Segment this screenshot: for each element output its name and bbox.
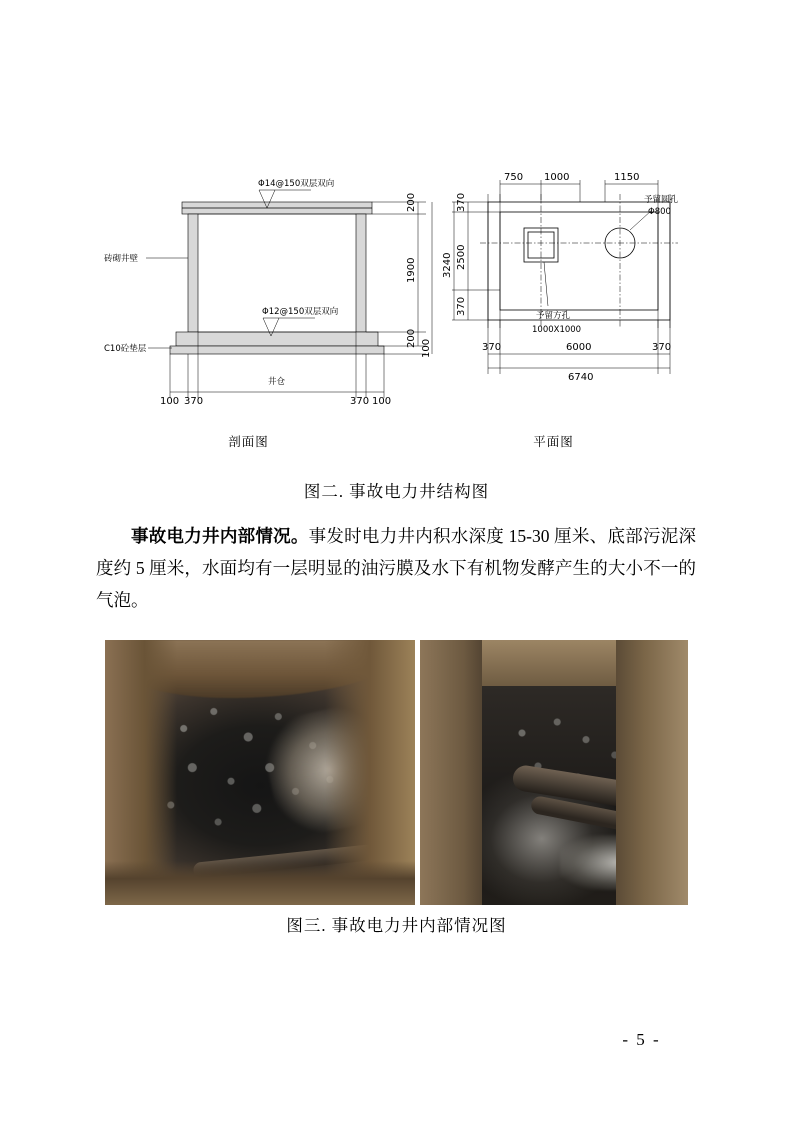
svg-text:100: 100 <box>421 338 432 358</box>
figure-2-subcaptions <box>96 432 706 450</box>
section-view-label: 剖面图 <box>228 434 269 449</box>
svg-text:予留圆孔: 予留圆孔 <box>644 195 679 205</box>
paragraph-well-interior <box>96 520 696 616</box>
photo-well-interior-left <box>105 640 415 905</box>
svg-text:1900: 1900 <box>406 257 417 283</box>
svg-text:200: 200 <box>406 192 417 212</box>
figure-3-caption: 图三. 事故电力井内部情况图 <box>286 916 507 935</box>
figure-2-caption: 图二. 事故电力井结构图 <box>303 482 490 501</box>
svg-text:Φ12@150双层双向: Φ12@150双层双向 <box>262 307 339 317</box>
plan-view-label: 平面图 <box>533 434 574 449</box>
svg-text:1000X1000: 1000X1000 <box>532 325 582 335</box>
page-number <box>0 1030 793 1050</box>
svg-text:砖砌井壁: 砖砌井壁 <box>104 254 139 264</box>
paragraph-body: 事发时电力井内积水深度 15-30 厘米、底部污泥深度约 5 厘米，水面均有一层明显的油污膜及水下有机物发酵产生的大小不一的气泡。 <box>96 526 696 610</box>
svg-text:6740: 6740 <box>568 372 594 383</box>
photo-well-interior-right <box>420 640 688 905</box>
svg-text:370: 370 <box>184 396 204 407</box>
svg-text:100: 100 <box>160 396 180 407</box>
svg-text:3240: 3240 <box>442 252 453 278</box>
page-number-text: - 5 - <box>622 1030 661 1049</box>
svg-text:370: 370 <box>350 396 370 407</box>
figure-2-drawing <box>96 168 706 468</box>
svg-text:井仓: 井仓 <box>268 377 286 387</box>
svg-text:370: 370 <box>456 192 467 212</box>
svg-text:Φ800: Φ800 <box>648 207 671 217</box>
figure-3-photos <box>105 640 688 905</box>
svg-text:C10砼垫层: C10砼垫层 <box>104 344 147 354</box>
svg-text:予留方孔: 予留方孔 <box>536 311 571 321</box>
svg-text:2500: 2500 <box>456 244 467 270</box>
svg-text:1150: 1150 <box>614 172 640 183</box>
photo-right-wall-right <box>616 640 688 905</box>
svg-text:370: 370 <box>482 342 502 353</box>
svg-text:6000: 6000 <box>566 342 592 353</box>
svg-text:200: 200 <box>406 328 417 348</box>
paragraph-lead: 事故电力井内部情况。 <box>131 526 309 546</box>
svg-text:Φ14@150双层双向: Φ14@150双层双向 <box>258 179 335 189</box>
svg-text:750: 750 <box>504 172 524 183</box>
photo-left-rim-bottom <box>105 861 415 905</box>
photo-right-wall-top <box>472 640 626 686</box>
svg-text:370: 370 <box>456 296 467 316</box>
svg-text:100: 100 <box>372 396 392 407</box>
svg-text:370: 370 <box>652 342 672 353</box>
photo-right-wall-left <box>420 640 482 905</box>
svg-text:1000: 1000 <box>544 172 570 183</box>
